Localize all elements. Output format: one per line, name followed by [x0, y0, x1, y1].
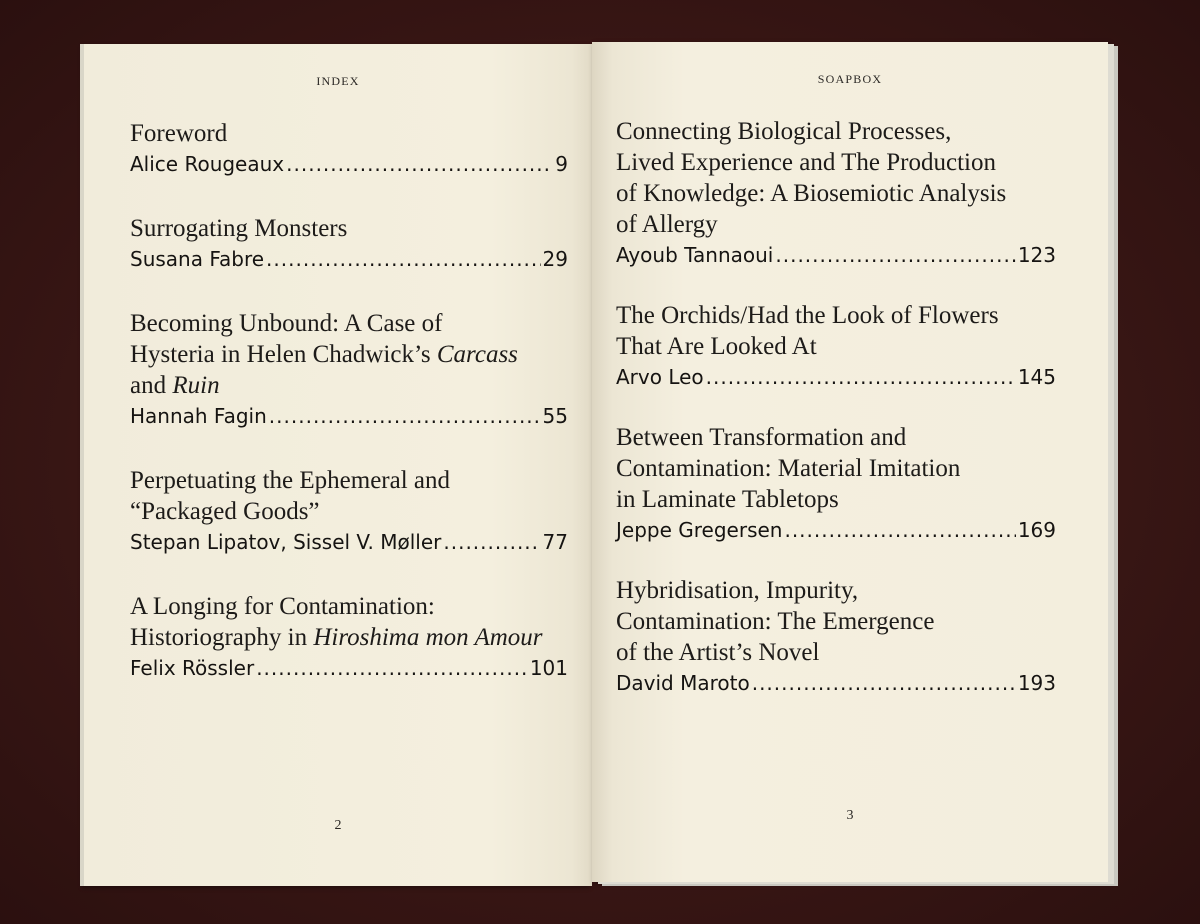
- entry-title: [130, 308, 568, 401]
- dot-leader: [286, 149, 553, 179]
- dot-leader: [752, 668, 1016, 698]
- title-line: Between Transformation and: [616, 424, 907, 451]
- entry-author-line: [616, 668, 1056, 698]
- title-italic: Ruin: [172, 372, 220, 399]
- entry-author: Alice Rougeaux: [130, 152, 285, 176]
- entry-author-line: [616, 515, 1056, 545]
- entry-title: [616, 575, 1056, 668]
- dot-leader: [443, 527, 540, 557]
- entry-author: Arvo Leo: [616, 365, 704, 389]
- index-entries-right: [616, 116, 1056, 728]
- title-italic: Hiroshima mon Amour: [313, 624, 543, 651]
- title-line: of the Artist’s Novel: [616, 639, 820, 666]
- dot-leader: [775, 240, 1015, 270]
- entry-author: Stepan Lipatov, Sissel V. Møller: [130, 530, 442, 554]
- entry-author-line: [616, 240, 1056, 270]
- entry-author-line: [130, 244, 568, 274]
- title-line: Connecting Biological Processes,: [616, 118, 952, 145]
- dot-leader: [269, 401, 541, 431]
- entry-author: Ayoub Tannaoui: [616, 243, 774, 267]
- toc-entry: [616, 116, 1056, 270]
- dot-leader: [256, 653, 528, 683]
- title-line: “Packaged Goods”: [130, 498, 320, 525]
- title-line: Becoming Unbound: A Case of: [130, 310, 443, 337]
- entry-title: [130, 465, 568, 527]
- entry-title: Foreword: [130, 120, 228, 147]
- title-italic: Carcass: [436, 341, 518, 368]
- entry-author: Felix Rössler: [130, 656, 255, 680]
- toc-entry: [130, 591, 568, 683]
- entry-author-line: [130, 149, 568, 179]
- title-line: The Orchids/Had the Look of Flowers: [616, 302, 999, 329]
- index-entries-left: [130, 118, 568, 717]
- entry-author: Jeppe Gregersen: [616, 518, 783, 542]
- title-line: Hysteria in Helen Chadwick’s: [130, 341, 437, 368]
- entry-page-number: 77: [542, 530, 568, 554]
- toc-entry: [130, 118, 568, 179]
- entry-page-number: 55: [542, 404, 568, 428]
- left-page: [84, 44, 592, 886]
- toc-entry: [130, 465, 568, 557]
- entry-title: [616, 300, 1056, 362]
- toc-entry: [616, 575, 1056, 698]
- title-line: Historiography in: [130, 624, 314, 651]
- entry-title: [616, 422, 1056, 515]
- title-line: and: [130, 372, 173, 399]
- running-head-left: INDEX: [316, 74, 360, 88]
- entry-title: [130, 591, 568, 653]
- dot-leader: [784, 515, 1015, 545]
- entry-page-number: 169: [1017, 518, 1056, 542]
- entry-title: [616, 116, 1056, 240]
- entry-author-line: [130, 401, 568, 431]
- entry-page-number: 123: [1017, 243, 1056, 267]
- dot-leader: [266, 244, 541, 274]
- entry-author: David Maroto: [616, 671, 750, 695]
- title-line: Contamination: Material Imitation: [616, 455, 961, 482]
- title-line: Lived Experience and The Production: [616, 149, 996, 176]
- toc-entry: [130, 308, 568, 431]
- entry-author: Susana Fabre: [130, 247, 265, 271]
- toc-entry: [616, 300, 1056, 392]
- title-line: A Longing for Contamination:: [130, 593, 435, 620]
- page-number-right: 3: [846, 808, 854, 823]
- entry-page-number: 9: [555, 152, 568, 176]
- entry-page-number: 101: [529, 656, 568, 680]
- entry-page-number: 145: [1017, 365, 1056, 389]
- title-line: Contamination: The Emergence: [616, 608, 935, 635]
- entry-author-line: [616, 362, 1056, 392]
- dot-leader: [706, 362, 1016, 392]
- entry-author: Hannah Fagin: [130, 404, 267, 428]
- entry-author-line: [130, 653, 568, 683]
- page-number-left: 2: [334, 818, 342, 833]
- title-line: That Are Looked At: [616, 333, 817, 360]
- toc-entry: [616, 422, 1056, 545]
- entry-page-number: 193: [1017, 671, 1056, 695]
- entry-page-number: 29: [542, 247, 568, 271]
- title-line: in Laminate Tabletops: [616, 486, 839, 513]
- title-line: Perpetuating the Ephemeral and: [130, 467, 451, 494]
- running-head-right: SOAPBOX: [817, 72, 883, 86]
- toc-entry: [130, 213, 568, 274]
- entry-author-line: [130, 527, 568, 557]
- entry-title: Surrogating Monsters: [130, 215, 348, 242]
- title-line: of Knowledge: A Biosemiotic Analysis: [616, 180, 1007, 207]
- right-page: [592, 42, 1108, 882]
- title-line: Hybridisation, Impurity,: [616, 577, 859, 604]
- title-line: of Allergy: [616, 211, 718, 238]
